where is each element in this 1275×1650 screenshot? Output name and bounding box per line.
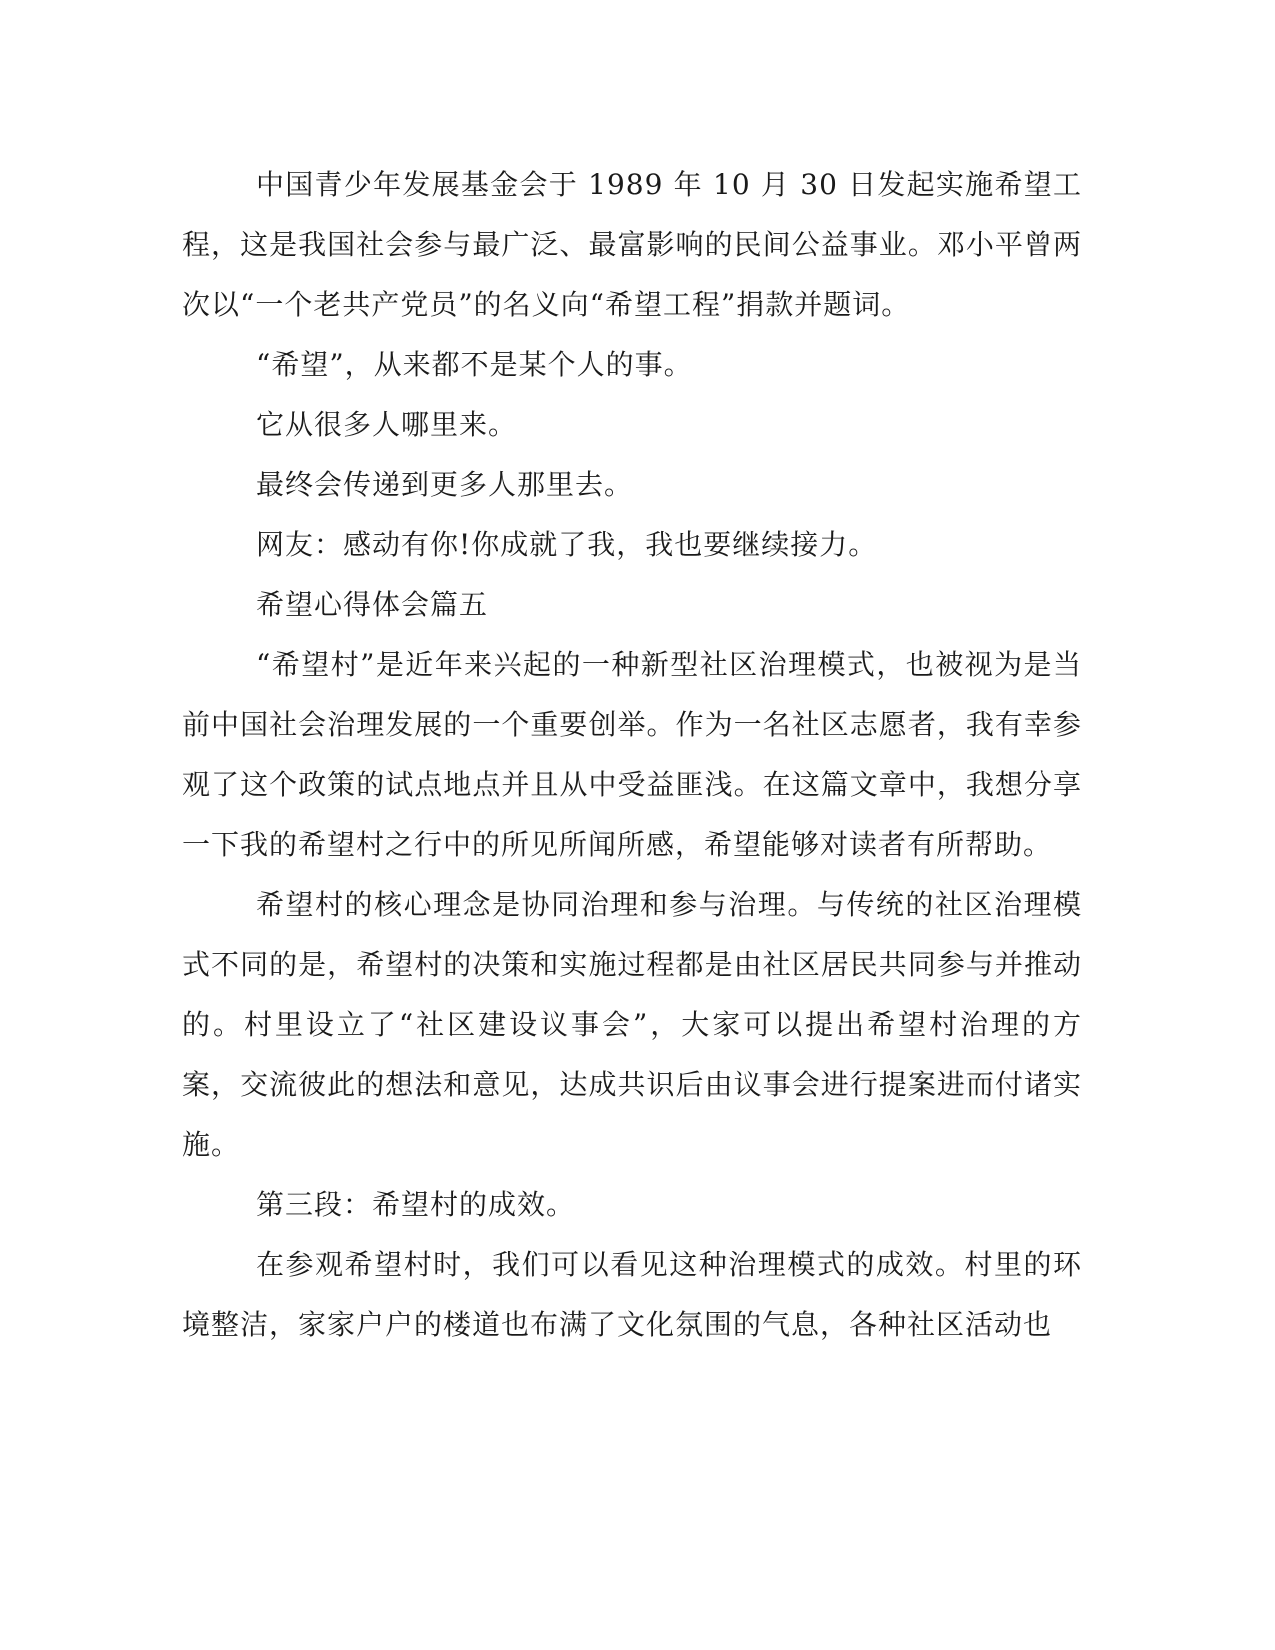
paragraph-results: 在参观希望村时，我们可以看见这种治理模式的成效。村里的环境整洁，家家户户的楼道也布满了文化氛围的气息，各种社区活动也 xyxy=(182,1248,1082,1341)
paragraph-netizen-comment: 网友：感动有你!你成就了我，我也要继续接力。 xyxy=(256,528,878,561)
paragraph-passed-to-more: 最终会传递到更多人那里去。 xyxy=(256,468,634,501)
document-page xyxy=(182,155,1082,1355)
paragraph-hope-village-intro: “希望村”是近年来兴起的一种新型社区治理模式，也被视为是当前中国社会治理发展的一个重要创举。作为一名社区志愿者，我有幸参观了这个政策的试点地点并且从中受益匪浅。在这篇文章中，我想分享一下我的希望村之行中的所见所闻所感，希望能够对读者有所帮助。 xyxy=(182,648,1082,861)
section-heading-part-five: 希望心得体会篇五 xyxy=(256,588,489,621)
paragraph-hope-not-one-person: “希望”，从来都不是某个人的事。 xyxy=(256,348,693,381)
section-heading-third-part: 第三段：希望村的成效。 xyxy=(256,1188,576,1221)
paragraph-core-concept: 希望村的核心理念是协同治理和参与治理。与传统的社区治理模式不同的是，希望村的决策和实施过程都是由社区居民共同参与并推动的。村里设立了“社区建设议事会”，大家可以提出希望村治理的方案，交流彼此的想法和意见，达成共识后由议事会进行提案进而付诸实施。 xyxy=(182,888,1082,1161)
paragraph-comes-from-many: 它从很多人哪里来。 xyxy=(256,408,518,441)
paragraph-hope-project-intro: 中国青少年发展基金会于 1989 年 10 月 30 日发起实施希望工程，这是我国社会参与最广泛、最富影响的民间公益事业。邓小平曾两次以“一个老共产党员”的名义向“希望工程”捐款并题词。 xyxy=(182,168,1082,321)
